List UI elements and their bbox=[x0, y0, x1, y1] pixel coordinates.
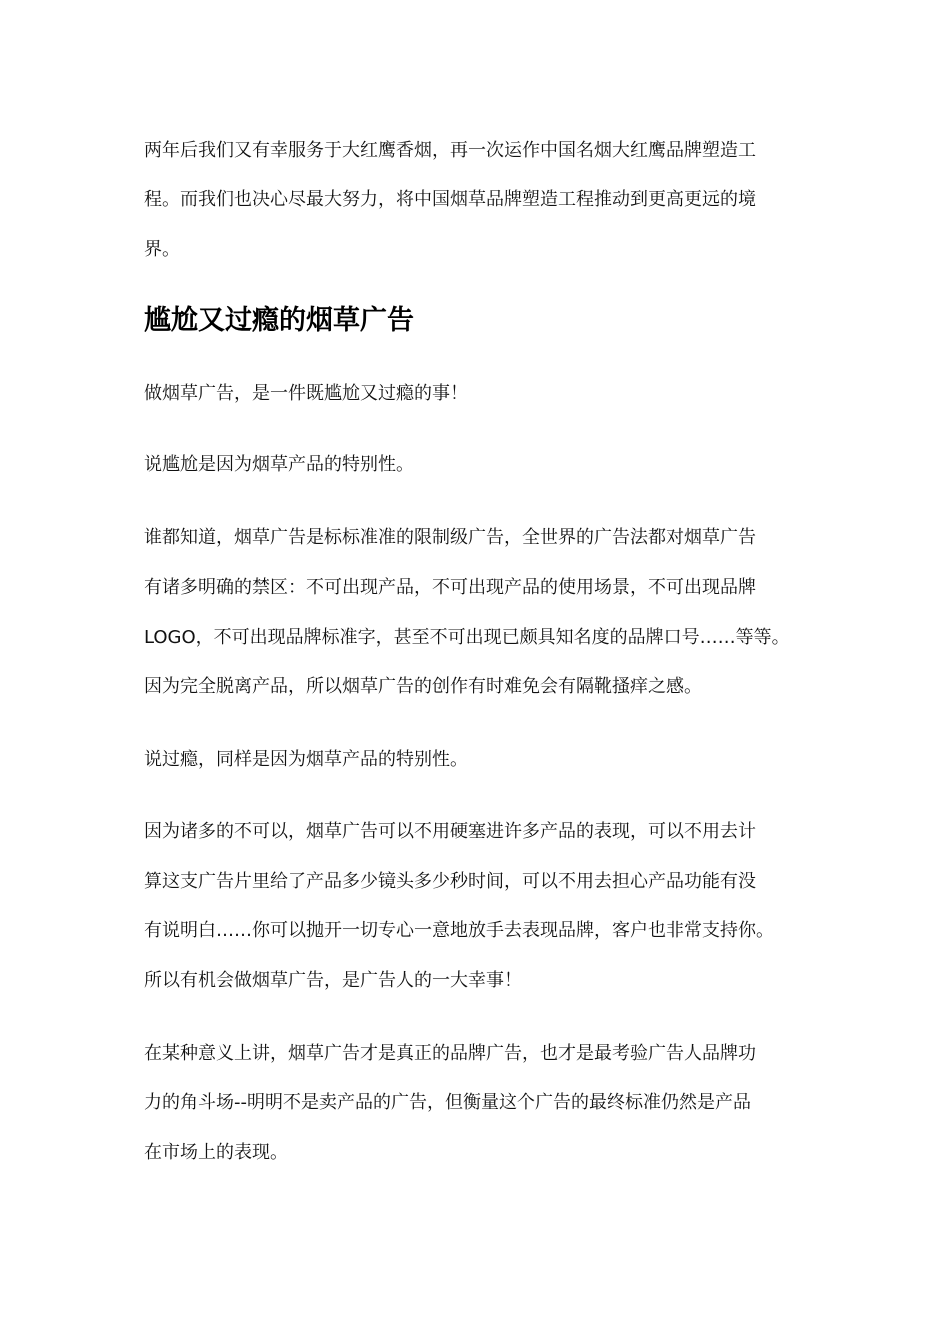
paragraph-line: 谁都知道，烟草广告是标标准准的限制级广告，全世界的广告法都对烟草广告 bbox=[144, 527, 756, 548]
section-heading: 尴尬又过瘾的烟草广告 bbox=[144, 305, 414, 336]
paragraph-line: 有诸多明确的禁区：不可出现产品，不可出现产品的使用场景，不可出现品牌 bbox=[144, 577, 756, 598]
paragraph-line: 算这支广告片里给了产品多少镜头多少秒时间，可以不用去担心产品功能有没 bbox=[144, 871, 756, 892]
paragraph-line: 说尴尬是因为烟草产品的特别性。 bbox=[144, 454, 414, 475]
paragraph-line: LOGO，不可出现品牌标准字，甚至不可出现已颇具知名度的品牌口号……等等。 bbox=[144, 627, 790, 648]
paragraph-line: 所以有机会做烟草广告，是广告人的一大幸事！ bbox=[144, 970, 522, 991]
paragraph-line: 因为完全脱离产品，所以烟草广告的创作有时难免会有隔靴搔痒之感。 bbox=[144, 676, 702, 697]
paragraph-line: 在某种意义上讲，烟草广告才是真正的品牌广告，也才是最考验广告人品牌功 bbox=[144, 1043, 756, 1064]
paragraph-line: 说过瘾，同样是因为烟草产品的特别性。 bbox=[144, 749, 468, 770]
paragraph-line: 程。而我们也决心尽最大努力，将中国烟草品牌塑造工程推动到更高更远的境 bbox=[144, 189, 756, 210]
paragraph-line: 有说明白……你可以抛开一切专心一意地放手去表现品牌，客户也非常支持你。 bbox=[144, 920, 774, 941]
paragraph-line: 两年后我们又有幸服务于大红鹰香烟，再一次运作中国名烟大红鹰品牌塑造工 bbox=[144, 140, 756, 161]
paragraph-line: 因为诸多的不可以，烟草广告可以不用硬塞进许多产品的表现，可以不用去计 bbox=[144, 821, 756, 842]
paragraph-line: 做烟草广告，是一件既尴尬又过瘾的事！ bbox=[144, 383, 468, 404]
paragraph-line: 界。 bbox=[144, 239, 180, 260]
paragraph-line: 在市场上的表现。 bbox=[144, 1142, 288, 1163]
paragraph-line: 力的角斗场--明明不是卖产品的广告，但衡量这个广告的最终标准仍然是产品 bbox=[144, 1092, 751, 1113]
